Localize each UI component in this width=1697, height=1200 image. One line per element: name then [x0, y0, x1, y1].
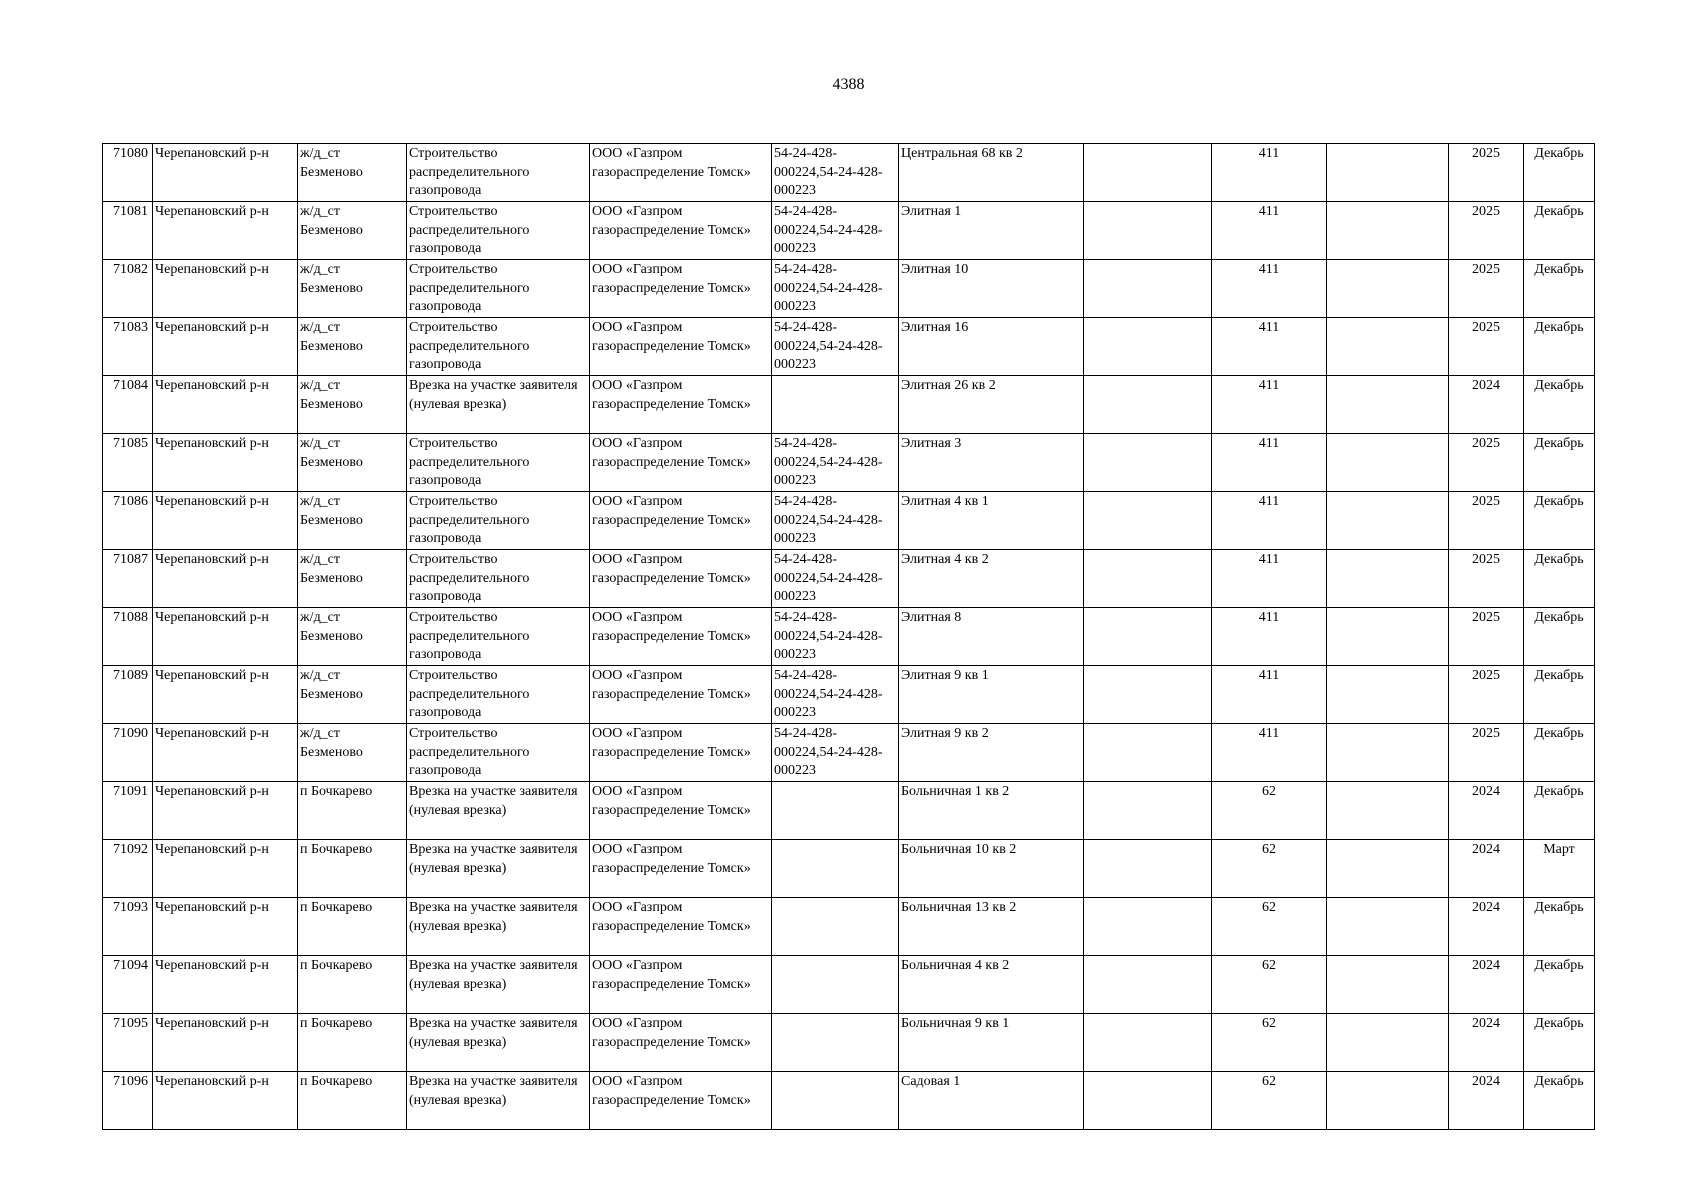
- cell-empty-8: [1084, 1014, 1212, 1072]
- cell-cadastral-number: 54-24-428-000224,54-24-428-000223: [772, 550, 899, 608]
- cell-cadastral-number: [772, 956, 899, 1014]
- cell-district: Черепановский р-н: [153, 1014, 298, 1072]
- cell-empty-10: [1327, 1014, 1449, 1072]
- cell-year: 2024: [1449, 898, 1524, 956]
- cell-month: Декабрь: [1524, 202, 1595, 260]
- cell-address: Элитная 16: [899, 318, 1084, 376]
- cell-locality: ж/д_ст Безменово: [298, 144, 407, 202]
- cell-id: 71082: [103, 260, 153, 318]
- cell-id: 71091: [103, 782, 153, 840]
- cell-count: 411: [1212, 492, 1327, 550]
- cell-id: 71080: [103, 144, 153, 202]
- table-row: [103, 724, 1595, 782]
- cell-count: 62: [1212, 1072, 1327, 1130]
- cell-year: 2025: [1449, 608, 1524, 666]
- cell-count: 411: [1212, 144, 1327, 202]
- table-row: [103, 260, 1595, 318]
- cell-locality: ж/д_ст Безменово: [298, 202, 407, 260]
- cell-organization: ООО «Газпром газораспределение Томск»: [590, 434, 772, 492]
- cell-empty-8: [1084, 492, 1212, 550]
- cell-month: Декабрь: [1524, 260, 1595, 318]
- cell-district: Черепановский р-н: [153, 608, 298, 666]
- cell-address: Центральная 68 кв 2: [899, 144, 1084, 202]
- cell-count: 411: [1212, 550, 1327, 608]
- cell-cadastral-number: 54-24-428-000224,54-24-428-000223: [772, 724, 899, 782]
- table-row: [103, 492, 1595, 550]
- cell-work-type: Строительство распределительного газопровода: [407, 434, 590, 492]
- cell-empty-10: [1327, 898, 1449, 956]
- cell-locality: п Бочкарево: [298, 1072, 407, 1130]
- table-row: [103, 550, 1595, 608]
- cell-empty-10: [1327, 144, 1449, 202]
- cell-empty-8: [1084, 144, 1212, 202]
- cell-organization: ООО «Газпром газораспределение Томск»: [590, 376, 772, 434]
- cell-count: 62: [1212, 1014, 1327, 1072]
- cell-id: 71084: [103, 376, 153, 434]
- cell-district: Черепановский р-н: [153, 550, 298, 608]
- table-row: [103, 144, 1595, 202]
- cell-locality: ж/д_ст Безменово: [298, 608, 407, 666]
- cell-work-type: Строительство распределительного газопровода: [407, 608, 590, 666]
- cell-empty-10: [1327, 724, 1449, 782]
- cell-count: 411: [1212, 318, 1327, 376]
- cell-month: Декабрь: [1524, 898, 1595, 956]
- cell-empty-8: [1084, 260, 1212, 318]
- cell-empty-10: [1327, 1072, 1449, 1130]
- cell-empty-10: [1327, 260, 1449, 318]
- cell-id: 71081: [103, 202, 153, 260]
- cell-cadastral-number: [772, 898, 899, 956]
- cell-month: Декабрь: [1524, 492, 1595, 550]
- cell-organization: ООО «Газпром газораспределение Томск»: [590, 724, 772, 782]
- cell-work-type: Врезка на участке заявителя (нулевая врезка): [407, 1014, 590, 1072]
- cell-locality: п Бочкарево: [298, 840, 407, 898]
- cell-organization: ООО «Газпром газораспределение Томск»: [590, 492, 772, 550]
- cell-id: 71090: [103, 724, 153, 782]
- cell-locality: ж/д_ст Безменово: [298, 260, 407, 318]
- cell-year: 2025: [1449, 202, 1524, 260]
- cell-district: Черепановский р-н: [153, 202, 298, 260]
- cell-year: 2024: [1449, 782, 1524, 840]
- cell-id: 71089: [103, 666, 153, 724]
- cell-id: 71092: [103, 840, 153, 898]
- cell-count: 411: [1212, 376, 1327, 434]
- cell-cadastral-number: 54-24-428-000224,54-24-428-000223: [772, 202, 899, 260]
- cell-id: 71086: [103, 492, 153, 550]
- cell-count: 411: [1212, 434, 1327, 492]
- cell-district: Черепановский р-н: [153, 144, 298, 202]
- cell-empty-10: [1327, 840, 1449, 898]
- cell-district: Черепановский р-н: [153, 724, 298, 782]
- cell-district: Черепановский р-н: [153, 318, 298, 376]
- cell-address: Больничная 10 кв 2: [899, 840, 1084, 898]
- cell-locality: ж/д_ст Безменово: [298, 434, 407, 492]
- cell-count: 62: [1212, 840, 1327, 898]
- cell-work-type: Строительство распределительного газопровода: [407, 492, 590, 550]
- cell-locality: ж/д_ст Безменово: [298, 492, 407, 550]
- cell-organization: ООО «Газпром газораспределение Томск»: [590, 144, 772, 202]
- cell-address: Элитная 8: [899, 608, 1084, 666]
- table-row: [103, 318, 1595, 376]
- cell-work-type: Строительство распределительного газопровода: [407, 666, 590, 724]
- table-row: [103, 782, 1595, 840]
- cell-work-type: Строительство распределительного газопровода: [407, 260, 590, 318]
- table-row: [103, 376, 1595, 434]
- cell-id: 71094: [103, 956, 153, 1014]
- cell-locality: ж/д_ст Безменово: [298, 724, 407, 782]
- cell-work-type: Врезка на участке заявителя (нулевая врезка): [407, 956, 590, 1014]
- table-row: [103, 202, 1595, 260]
- cell-organization: ООО «Газпром газораспределение Томск»: [590, 782, 772, 840]
- cell-locality: ж/д_ст Безменово: [298, 666, 407, 724]
- table-row: [103, 1014, 1595, 1072]
- cell-organization: ООО «Газпром газораспределение Томск»: [590, 956, 772, 1014]
- table-row: [103, 898, 1595, 956]
- cell-work-type: Врезка на участке заявителя (нулевая врезка): [407, 376, 590, 434]
- cell-locality: п Бочкарево: [298, 782, 407, 840]
- cell-empty-10: [1327, 550, 1449, 608]
- cell-empty-10: [1327, 956, 1449, 1014]
- cell-empty-10: [1327, 202, 1449, 260]
- cell-id: 71093: [103, 898, 153, 956]
- cell-work-type: Врезка на участке заявителя (нулевая врезка): [407, 840, 590, 898]
- cell-organization: ООО «Газпром газораспределение Томск»: [590, 898, 772, 956]
- cell-year: 2025: [1449, 724, 1524, 782]
- cell-month: Декабрь: [1524, 144, 1595, 202]
- cell-organization: ООО «Газпром газораспределение Томск»: [590, 318, 772, 376]
- cell-empty-10: [1327, 608, 1449, 666]
- cell-id: 71096: [103, 1072, 153, 1130]
- cell-empty-8: [1084, 550, 1212, 608]
- cell-address: Элитная 1: [899, 202, 1084, 260]
- table-body: [103, 144, 1595, 1130]
- table-row: [103, 840, 1595, 898]
- cell-organization: ООО «Газпром газораспределение Томск»: [590, 666, 772, 724]
- cell-empty-8: [1084, 434, 1212, 492]
- cell-cadastral-number: 54-24-428-000224,54-24-428-000223: [772, 318, 899, 376]
- cell-cadastral-number: 54-24-428-000224,54-24-428-000223: [772, 434, 899, 492]
- cell-work-type: Строительство распределительного газопровода: [407, 202, 590, 260]
- registry-table: [102, 143, 1595, 1130]
- cell-year: 2024: [1449, 840, 1524, 898]
- cell-organization: ООО «Газпром газораспределение Томск»: [590, 840, 772, 898]
- cell-month: Декабрь: [1524, 318, 1595, 376]
- cell-locality: п Бочкарево: [298, 1014, 407, 1072]
- cell-district: Черепановский р-н: [153, 782, 298, 840]
- cell-month: Декабрь: [1524, 724, 1595, 782]
- table-row: [103, 956, 1595, 1014]
- cell-month: Декабрь: [1524, 434, 1595, 492]
- cell-id: 71083: [103, 318, 153, 376]
- cell-cadastral-number: 54-24-428-000224,54-24-428-000223: [772, 666, 899, 724]
- cell-empty-8: [1084, 724, 1212, 782]
- cell-month: Декабрь: [1524, 666, 1595, 724]
- cell-year: 2025: [1449, 260, 1524, 318]
- table-row: [103, 434, 1595, 492]
- cell-address: Элитная 4 кв 2: [899, 550, 1084, 608]
- cell-month: Декабрь: [1524, 550, 1595, 608]
- cell-empty-10: [1327, 318, 1449, 376]
- cell-cadastral-number: 54-24-428-000224,54-24-428-000223: [772, 608, 899, 666]
- cell-locality: п Бочкарево: [298, 956, 407, 1014]
- cell-work-type: Строительство распределительного газопровода: [407, 318, 590, 376]
- cell-work-type: Врезка на участке заявителя (нулевая врезка): [407, 898, 590, 956]
- cell-work-type: Строительство распределительного газопровода: [407, 724, 590, 782]
- cell-empty-8: [1084, 840, 1212, 898]
- table-row: [103, 1072, 1595, 1130]
- cell-work-type: Строительство распределительного газопровода: [407, 144, 590, 202]
- cell-empty-8: [1084, 1072, 1212, 1130]
- cell-cadastral-number: [772, 376, 899, 434]
- cell-locality: ж/д_ст Безменово: [298, 318, 407, 376]
- cell-count: 411: [1212, 724, 1327, 782]
- cell-address: Больничная 13 кв 2: [899, 898, 1084, 956]
- cell-empty-10: [1327, 782, 1449, 840]
- cell-locality: ж/д_ст Безменово: [298, 376, 407, 434]
- cell-year: 2024: [1449, 376, 1524, 434]
- cell-month: Декабрь: [1524, 782, 1595, 840]
- cell-address: Больничная 1 кв 2: [899, 782, 1084, 840]
- cell-district: Черепановский р-н: [153, 376, 298, 434]
- cell-cadastral-number: 54-24-428-000224,54-24-428-000223: [772, 144, 899, 202]
- cell-month: Декабрь: [1524, 956, 1595, 1014]
- cell-year: 2024: [1449, 1014, 1524, 1072]
- cell-district: Черепановский р-н: [153, 1072, 298, 1130]
- cell-year: 2025: [1449, 550, 1524, 608]
- cell-month: Декабрь: [1524, 1014, 1595, 1072]
- cell-work-type: Врезка на участке заявителя (нулевая врезка): [407, 1072, 590, 1130]
- cell-address: Садовая 1: [899, 1072, 1084, 1130]
- cell-district: Черепановский р-н: [153, 898, 298, 956]
- cell-id: 71095: [103, 1014, 153, 1072]
- cell-year: 2025: [1449, 318, 1524, 376]
- cell-address: Элитная 26 кв 2: [899, 376, 1084, 434]
- cell-year: 2025: [1449, 144, 1524, 202]
- cell-district: Черепановский р-н: [153, 666, 298, 724]
- cell-empty-8: [1084, 608, 1212, 666]
- cell-empty-8: [1084, 666, 1212, 724]
- cell-address: Элитная 9 кв 2: [899, 724, 1084, 782]
- cell-locality: п Бочкарево: [298, 898, 407, 956]
- cell-count: 411: [1212, 260, 1327, 318]
- cell-cadastral-number: [772, 782, 899, 840]
- page-number: 4388: [832, 76, 865, 93]
- cell-empty-10: [1327, 666, 1449, 724]
- cell-organization: ООО «Газпром газораспределение Томск»: [590, 1072, 772, 1130]
- cell-id: 71087: [103, 550, 153, 608]
- cell-month: Март: [1524, 840, 1595, 898]
- cell-work-type: Врезка на участке заявителя (нулевая врезка): [407, 782, 590, 840]
- cell-empty-8: [1084, 376, 1212, 434]
- cell-count: 411: [1212, 608, 1327, 666]
- cell-organization: ООО «Газпром газораспределение Томск»: [590, 608, 772, 666]
- table-row: [103, 608, 1595, 666]
- cell-empty-8: [1084, 318, 1212, 376]
- cell-empty-8: [1084, 202, 1212, 260]
- cell-empty-10: [1327, 492, 1449, 550]
- cell-month: Декабрь: [1524, 376, 1595, 434]
- cell-count: 411: [1212, 202, 1327, 260]
- cell-cadastral-number: [772, 1072, 899, 1130]
- cell-year: 2025: [1449, 666, 1524, 724]
- cell-empty-10: [1327, 376, 1449, 434]
- cell-month: Декабрь: [1524, 608, 1595, 666]
- cell-district: Черепановский р-н: [153, 434, 298, 492]
- cell-count: 62: [1212, 898, 1327, 956]
- cell-cadastral-number: 54-24-428-000224,54-24-428-000223: [772, 260, 899, 318]
- cell-year: 2025: [1449, 434, 1524, 492]
- cell-id: 71088: [103, 608, 153, 666]
- cell-district: Черепановский р-н: [153, 260, 298, 318]
- cell-count: 62: [1212, 956, 1327, 1014]
- cell-cadastral-number: 54-24-428-000224,54-24-428-000223: [772, 492, 899, 550]
- cell-empty-8: [1084, 898, 1212, 956]
- cell-empty-10: [1327, 434, 1449, 492]
- cell-address: Больничная 9 кв 1: [899, 1014, 1084, 1072]
- cell-district: Черепановский р-н: [153, 840, 298, 898]
- cell-organization: ООО «Газпром газораспределение Томск»: [590, 260, 772, 318]
- cell-address: Элитная 4 кв 1: [899, 492, 1084, 550]
- cell-empty-8: [1084, 956, 1212, 1014]
- cell-organization: ООО «Газпром газораспределение Томск»: [590, 1014, 772, 1072]
- cell-count: 411: [1212, 666, 1327, 724]
- cell-address: Элитная 3: [899, 434, 1084, 492]
- cell-year: 2025: [1449, 492, 1524, 550]
- cell-address: Элитная 10: [899, 260, 1084, 318]
- cell-organization: ООО «Газпром газораспределение Томск»: [590, 550, 772, 608]
- cell-district: Черепановский р-н: [153, 956, 298, 1014]
- cell-count: 62: [1212, 782, 1327, 840]
- table-row: [103, 666, 1595, 724]
- cell-cadastral-number: [772, 840, 899, 898]
- cell-year: 2024: [1449, 956, 1524, 1014]
- cell-cadastral-number: [772, 1014, 899, 1072]
- cell-district: Черепановский р-н: [153, 492, 298, 550]
- cell-year: 2024: [1449, 1072, 1524, 1130]
- cell-address: Элитная 9 кв 1: [899, 666, 1084, 724]
- cell-work-type: Строительство распределительного газопровода: [407, 550, 590, 608]
- cell-address: Больничная 4 кв 2: [899, 956, 1084, 1014]
- cell-locality: ж/д_ст Безменово: [298, 550, 407, 608]
- cell-empty-8: [1084, 782, 1212, 840]
- cell-id: 71085: [103, 434, 153, 492]
- cell-month: Декабрь: [1524, 1072, 1595, 1130]
- cell-organization: ООО «Газпром газораспределение Томск»: [590, 202, 772, 260]
